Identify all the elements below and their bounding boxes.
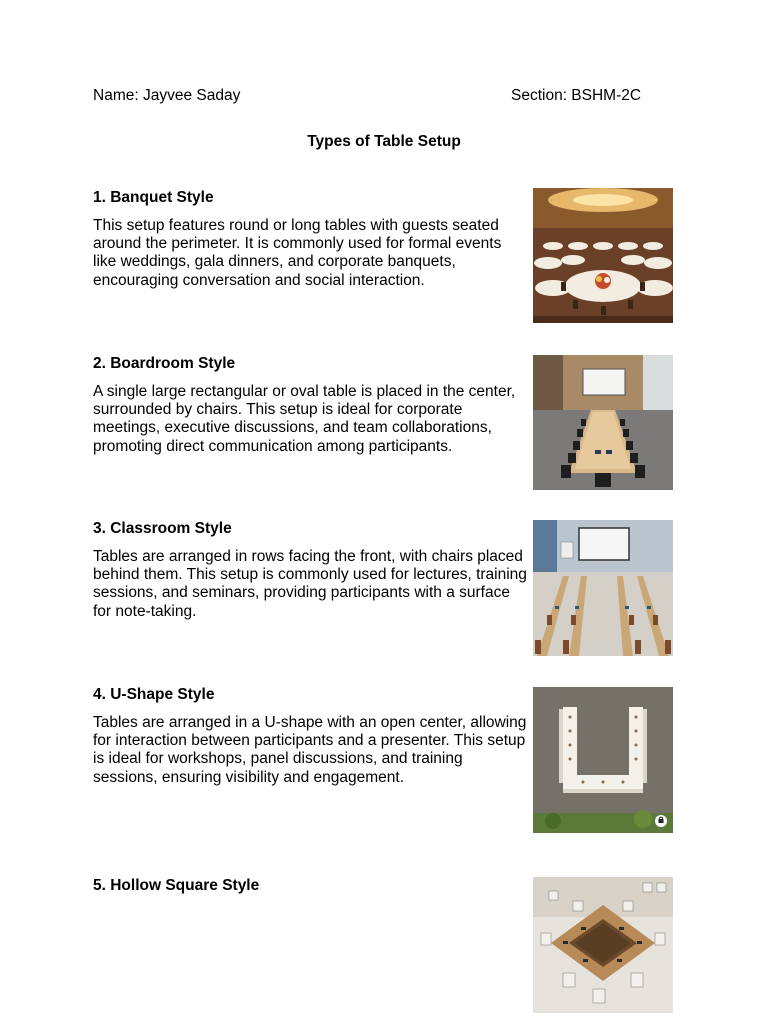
u-shape-photo: [533, 687, 673, 833]
item-heading: 5. Hollow Square Style: [93, 877, 260, 894]
item-description: Tables are arranged in rows facing the front, with chairs placed behind them. This setup is commonly used for lectures, training sessions, and seminars, providing participants with a surface for note-taking.: [93, 548, 527, 620]
item-description: A single large rectangular or oval table is placed in the center, surrounded by chairs. This setup is ideal for corporate meetings, executive discussions, and team collaborations, promoting direct communication among participants.: [93, 383, 516, 455]
item-description: Tables are arranged in a U-shape with an open center, allowing for interaction between participants and a presenter. This setup is ideal for workshops, panel discussions, and training sessions, ensuring visibility and engagement.: [93, 714, 527, 786]
student-section: Section: BSHM-2C: [511, 87, 642, 104]
item-heading: 3. Classroom Style: [93, 520, 232, 537]
setup-item-hollow-square: [93, 877, 528, 905]
document-title: Types of Table Setup: [307, 133, 461, 150]
item-heading: 4. U-Shape Style: [93, 686, 215, 703]
classroom-photo: [533, 520, 673, 656]
banquet-hall-photo: [533, 188, 673, 323]
setup-item-classroom: [93, 520, 528, 621]
boardroom-photo: [533, 355, 673, 490]
item-heading: 1. Banquet Style: [93, 189, 214, 206]
student-name: Name: Jayvee Saday: [93, 87, 241, 104]
setup-item-banquet: [93, 189, 528, 290]
item-heading: 2. Boardroom Style: [93, 355, 236, 372]
setup-item-boardroom: [93, 355, 528, 456]
hollow-square-photo: [533, 877, 673, 1013]
setup-item-u-shape: [93, 686, 528, 787]
item-description: This setup features round or long tables with guests seated around the perimeter. It is commonly used for formal events like weddings, gala dinners, and corporate banquets, encouraging conversation and social interaction.: [93, 217, 502, 289]
